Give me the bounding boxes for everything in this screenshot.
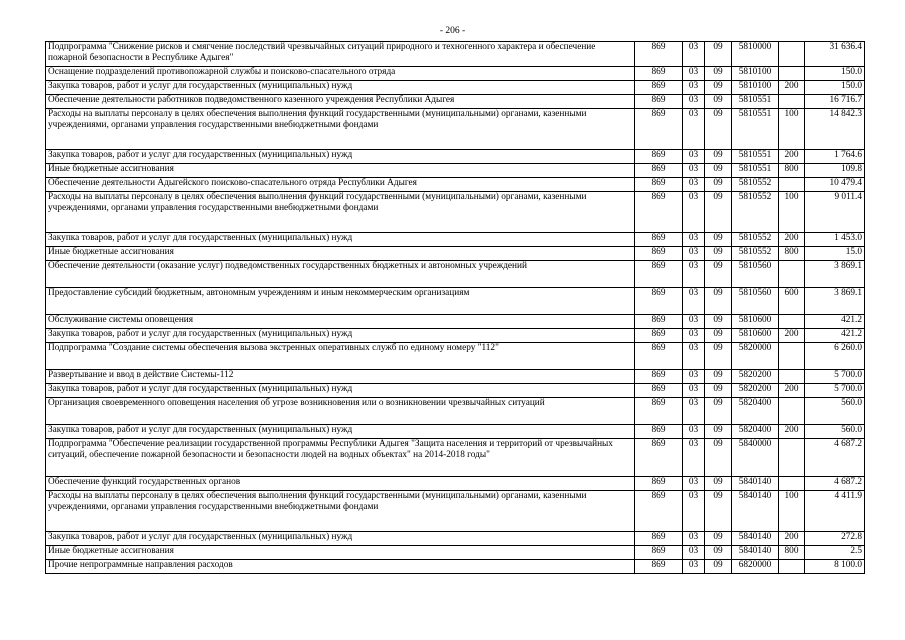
page-number: - 206 -	[439, 26, 466, 36]
row-section-code: 03	[683, 109, 705, 150]
row-section-code: 03	[683, 315, 705, 329]
row-subsection-code: 09	[705, 178, 732, 192]
row-ministry-code: 869	[635, 150, 683, 164]
row-ministry-code: 869	[635, 329, 683, 343]
row-section-code: 03	[683, 261, 705, 288]
table-row	[46, 81, 865, 95]
row-ministry-code: 869	[635, 95, 683, 109]
row-amount: 421.2	[805, 315, 865, 329]
row-amount: 109.8	[805, 164, 865, 178]
row-section-code: 03	[683, 370, 705, 384]
row-ministry-code: 869	[635, 384, 683, 398]
row-target-article: 5810600	[732, 315, 779, 329]
row-subsection-code: 09	[705, 109, 732, 150]
table-row	[46, 343, 865, 370]
row-subsection-code: 09	[705, 247, 732, 261]
row-amount: 1 764.6	[805, 150, 865, 164]
row-ministry-code: 869	[635, 546, 683, 560]
row-name: Закупка товаров, работ и услуг для государственных (муниципальных) нужд	[46, 532, 635, 546]
row-section-code: 03	[683, 384, 705, 398]
row-name: Прочие непрограммные направления расходов	[46, 560, 635, 574]
row-name: Расходы на выплаты персоналу в целях обеспечения выполнения функций государственными (муниципальными) органами, казенными учреждениями, органами управления государственными внебюджетными фондами	[46, 109, 635, 150]
row-expense-type: 200	[779, 233, 805, 247]
row-expense-type: 100	[779, 109, 805, 150]
row-subsection-code: 09	[705, 425, 732, 439]
table-row	[46, 477, 865, 491]
row-target-article: 5820200	[732, 384, 779, 398]
row-ministry-code: 869	[635, 491, 683, 532]
row-amount: 3 869.1	[805, 261, 865, 288]
row-ministry-code: 869	[635, 192, 683, 233]
row-target-article: 5820000	[732, 343, 779, 370]
row-target-article: 5810552	[732, 247, 779, 261]
row-section-code: 03	[683, 439, 705, 477]
row-expense-type: 100	[779, 491, 805, 532]
table-row	[46, 370, 865, 384]
table-row	[46, 42, 865, 67]
row-target-article: 5810000	[732, 42, 779, 67]
row-target-article: 5820200	[732, 370, 779, 384]
row-expense-type	[779, 95, 805, 109]
row-target-article: 5810551	[732, 150, 779, 164]
row-section-code: 03	[683, 491, 705, 532]
row-amount: 15.0	[805, 247, 865, 261]
row-subsection-code: 09	[705, 233, 732, 247]
row-name: Иные бюджетные ассигнования	[46, 164, 635, 178]
row-expense-type: 100	[779, 192, 805, 233]
row-subsection-code: 09	[705, 477, 732, 491]
row-target-article: 5840140	[732, 491, 779, 532]
row-ministry-code: 869	[635, 398, 683, 425]
row-expense-type	[779, 178, 805, 192]
row-subsection-code: 09	[705, 67, 732, 81]
row-subsection-code: 09	[705, 261, 732, 288]
row-name: Подпрограмма "Создание системы обеспечения вызова экстренных оперативных служб по единому номеру "112"	[46, 343, 635, 370]
row-target-article: 5820400	[732, 398, 779, 425]
table-row	[46, 288, 865, 315]
row-amount: 5 700.0	[805, 384, 865, 398]
row-section-code: 03	[683, 95, 705, 109]
row-subsection-code: 09	[705, 384, 732, 398]
row-amount: 5 700.0	[805, 370, 865, 384]
row-target-article: 5810560	[732, 288, 779, 315]
row-target-article: 5840140	[732, 477, 779, 491]
row-name: Расходы на выплаты персоналу в целях обеспечения выполнения функций государственными (муниципальными) органами, казенными учреждениями, органами управления государственными внебюджетными фондами	[46, 491, 635, 532]
table-row	[46, 491, 865, 532]
row-ministry-code: 869	[635, 261, 683, 288]
table-row	[46, 247, 865, 261]
row-subsection-code: 09	[705, 560, 732, 574]
row-name: Подпрограмма "Обеспечение реализации государственной программы Республики Адыгея "Защита населения и территорий от чрезвычайных ситуаций, обеспечение пожарной безопасности и безопасности людей на водных объектах" на 2014-2018 годы"	[46, 439, 635, 477]
row-target-article: 5820400	[732, 425, 779, 439]
table-row	[46, 164, 865, 178]
row-target-article: 5840140	[732, 546, 779, 560]
row-name: Развертывание и ввод в действие Системы-112	[46, 370, 635, 384]
row-section-code: 03	[683, 67, 705, 81]
row-name: Организация своевременного оповещения населения об угрозе возникновения или о возникновении чрезвычайных ситуаций	[46, 398, 635, 425]
row-expense-type: 600	[779, 288, 805, 315]
row-target-article: 5840000	[732, 439, 779, 477]
table-row	[46, 150, 865, 164]
table-row	[46, 329, 865, 343]
row-ministry-code: 869	[635, 247, 683, 261]
row-section-code: 03	[683, 233, 705, 247]
row-section-code: 03	[683, 560, 705, 574]
row-section-code: 03	[683, 343, 705, 370]
row-expense-type	[779, 439, 805, 477]
row-amount: 560.0	[805, 398, 865, 425]
table-row	[46, 384, 865, 398]
row-expense-type: 800	[779, 546, 805, 560]
row-amount: 4 687.2	[805, 439, 865, 477]
row-name: Предоставление субсидий бюджетным, автономным учреждениям и иным некоммерческим организациям	[46, 288, 635, 315]
row-name: Обеспечение функций государственных органов	[46, 477, 635, 491]
row-target-article: 5810552	[732, 178, 779, 192]
row-section-code: 03	[683, 398, 705, 425]
row-expense-type	[779, 477, 805, 491]
row-amount: 8 100.0	[805, 560, 865, 574]
table-row	[46, 95, 865, 109]
row-section-code: 03	[683, 477, 705, 491]
row-name: Обеспечение деятельности Адыгейского поисково-спасательного отряда Республики Адыгея	[46, 178, 635, 192]
row-name: Иные бюджетные ассигнования	[46, 546, 635, 560]
row-section-code: 03	[683, 178, 705, 192]
row-ministry-code: 869	[635, 343, 683, 370]
row-subsection-code: 09	[705, 81, 732, 95]
row-name: Закупка товаров, работ и услуг для государственных (муниципальных) нужд	[46, 233, 635, 247]
row-amount: 14 842.3	[805, 109, 865, 150]
row-name: Закупка товаров, работ и услуг для государственных (муниципальных) нужд	[46, 81, 635, 95]
row-ministry-code: 869	[635, 288, 683, 315]
row-subsection-code: 09	[705, 370, 732, 384]
row-section-code: 03	[683, 288, 705, 315]
row-name: Иные бюджетные ассигнования	[46, 247, 635, 261]
table-row	[46, 532, 865, 546]
row-amount: 272.8	[805, 532, 865, 546]
row-name: Расходы на выплаты персоналу в целях обеспечения выполнения функций государственными (муниципальными) органами, казенными учреждениями, органами управления государственными внебюджетными фондами	[46, 192, 635, 233]
table-row	[46, 178, 865, 192]
row-name: Закупка товаров, работ и услуг для государственных (муниципальных) нужд	[46, 384, 635, 398]
table-row	[46, 439, 865, 477]
row-expense-type	[779, 370, 805, 384]
row-expense-type: 800	[779, 247, 805, 261]
row-name: Закупка товаров, работ и услуг для государственных (муниципальных) нужд	[46, 329, 635, 343]
row-amount: 16 716.7	[805, 95, 865, 109]
row-section-code: 03	[683, 150, 705, 164]
row-amount: 10 479.4	[805, 178, 865, 192]
row-expense-type	[779, 398, 805, 425]
row-ministry-code: 869	[635, 439, 683, 477]
row-expense-type	[779, 343, 805, 370]
row-target-article: 5810551	[732, 109, 779, 150]
row-target-article: 5810600	[732, 329, 779, 343]
budget-table	[45, 41, 865, 574]
table-row	[46, 546, 865, 560]
table-row	[46, 315, 865, 329]
row-subsection-code: 09	[705, 42, 732, 67]
row-amount: 31 636.4	[805, 42, 865, 67]
row-name: Закупка товаров, работ и услуг для государственных (муниципальных) нужд	[46, 425, 635, 439]
row-subsection-code: 09	[705, 439, 732, 477]
row-expense-type: 200	[779, 150, 805, 164]
budget-table-body	[46, 42, 865, 574]
row-section-code: 03	[683, 247, 705, 261]
table-row	[46, 398, 865, 425]
row-ministry-code: 869	[635, 42, 683, 67]
table-row	[46, 425, 865, 439]
row-ministry-code: 869	[635, 532, 683, 546]
row-subsection-code: 09	[705, 150, 732, 164]
row-subsection-code: 09	[705, 192, 732, 233]
row-ministry-code: 869	[635, 81, 683, 95]
row-subsection-code: 09	[705, 546, 732, 560]
row-expense-type: 200	[779, 532, 805, 546]
row-expense-type	[779, 67, 805, 81]
row-target-article: 5810560	[732, 261, 779, 288]
row-target-article: 5840140	[732, 532, 779, 546]
row-section-code: 03	[683, 164, 705, 178]
row-ministry-code: 869	[635, 477, 683, 491]
row-subsection-code: 09	[705, 532, 732, 546]
row-amount: 150.0	[805, 81, 865, 95]
row-name: Обслуживание системы оповещения	[46, 315, 635, 329]
row-amount: 421.2	[805, 329, 865, 343]
row-subsection-code: 09	[705, 164, 732, 178]
row-expense-type: 800	[779, 164, 805, 178]
table-row	[46, 67, 865, 81]
row-name: Оснащение подразделений противопожарной службы и поисково-спасательного отряда	[46, 67, 635, 81]
row-target-article: 5810552	[732, 192, 779, 233]
row-subsection-code: 09	[705, 95, 732, 109]
row-expense-type	[779, 261, 805, 288]
row-ministry-code: 869	[635, 315, 683, 329]
row-subsection-code: 09	[705, 329, 732, 343]
row-amount: 4 687.2	[805, 477, 865, 491]
row-ministry-code: 869	[635, 425, 683, 439]
row-section-code: 03	[683, 192, 705, 233]
row-ministry-code: 869	[635, 370, 683, 384]
row-ministry-code: 869	[635, 109, 683, 150]
row-expense-type: 200	[779, 384, 805, 398]
row-name: Подпрограмма "Снижение рисков и смягчение последствий чрезвычайных ситуаций природного и техногенного характера и обеспечение пожарной безопасности в Республике Адыгея"	[46, 42, 635, 67]
row-subsection-code: 09	[705, 315, 732, 329]
row-amount: 4 411.9	[805, 491, 865, 532]
row-ministry-code: 869	[635, 164, 683, 178]
row-subsection-code: 09	[705, 343, 732, 370]
row-amount: 3 869.1	[805, 288, 865, 315]
row-expense-type: 200	[779, 329, 805, 343]
row-expense-type: 200	[779, 81, 805, 95]
row-name: Обеспечение деятельности (оказание услуг) подведомственных государственных бюджетных и автономных учреждений	[46, 261, 635, 288]
table-row	[46, 109, 865, 150]
row-expense-type	[779, 315, 805, 329]
row-subsection-code: 09	[705, 491, 732, 532]
row-target-article: 5810552	[732, 233, 779, 247]
row-target-article: 5810100	[732, 81, 779, 95]
row-section-code: 03	[683, 532, 705, 546]
row-section-code: 03	[683, 425, 705, 439]
row-amount: 150.0	[805, 67, 865, 81]
row-target-article: 5810100	[732, 67, 779, 81]
row-subsection-code: 09	[705, 398, 732, 425]
row-name: Закупка товаров, работ и услуг для государственных (муниципальных) нужд	[46, 150, 635, 164]
row-target-article: 5810551	[732, 164, 779, 178]
row-expense-type	[779, 42, 805, 67]
row-amount: 1 453.0	[805, 233, 865, 247]
row-ministry-code: 869	[635, 178, 683, 192]
row-amount: 2.5	[805, 546, 865, 560]
row-ministry-code: 869	[635, 560, 683, 574]
row-target-article: 6820000	[732, 560, 779, 574]
row-target-article: 5810551	[732, 95, 779, 109]
table-row	[46, 233, 865, 247]
row-ministry-code: 869	[635, 233, 683, 247]
row-amount: 560.0	[805, 425, 865, 439]
table-row	[46, 192, 865, 233]
table-row	[46, 560, 865, 574]
row-ministry-code: 869	[635, 67, 683, 81]
row-amount: 6 260.0	[805, 343, 865, 370]
row-expense-type	[779, 560, 805, 574]
row-section-code: 03	[683, 546, 705, 560]
row-section-code: 03	[683, 81, 705, 95]
row-section-code: 03	[683, 42, 705, 67]
row-subsection-code: 09	[705, 288, 732, 315]
row-name: Обеспечение деятельности работников подведомственного казенного учреждения Республики Адыгея	[46, 95, 635, 109]
row-amount: 9 011.4	[805, 192, 865, 233]
row-section-code: 03	[683, 329, 705, 343]
table-row	[46, 261, 865, 288]
row-expense-type: 200	[779, 425, 805, 439]
